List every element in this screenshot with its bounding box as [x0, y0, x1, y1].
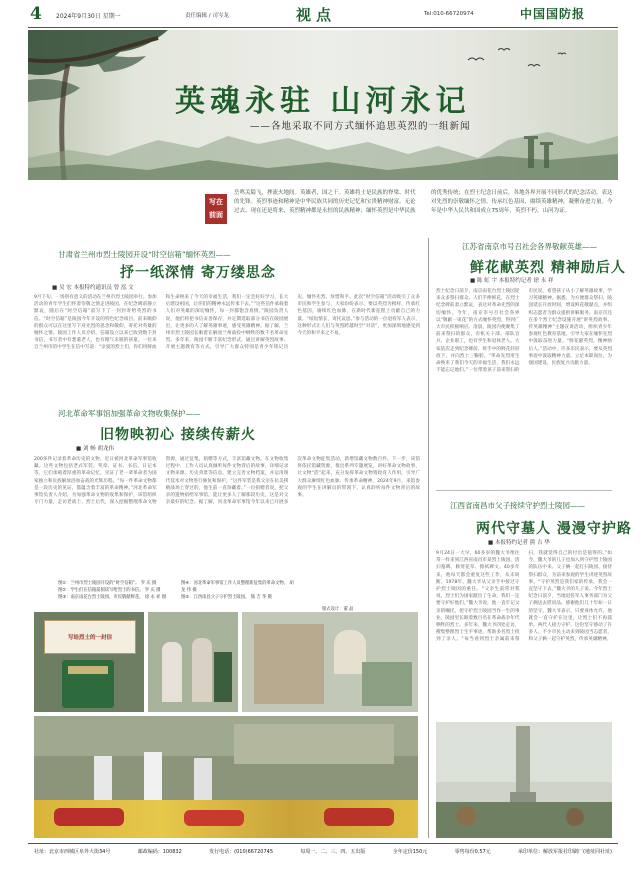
jiangsu-kicker: 江苏省南京市号召社会各界敬献英雄—— — [462, 242, 597, 251]
caption-5: 图⑤：江西南昌父子守护烈士陵园。 熊 吉 华 摄 — [181, 595, 272, 600]
editor-note-label-2: 前面 — [209, 211, 223, 219]
hebei-kicker: 河北革命军事馆加强革命文物收集保护—— — [58, 409, 201, 418]
jiangxi-body: 9月24日一大早，60多岁的魏大爷像往常一样来到江西省南昌市某烈士陵园，清扫墓碑、修剪花草、擦拭碑文。40多年来，他每天都会重复这些工作，从未间断。1978年，魏大爷从父亲手中接过守护烈士陵园的重任。“父亲生前常对我说，烈士们为国家献出了生命，我们一定要守护好他们。”魏大爷说，他一直牢记父亲的嘱托，把守护烈士陵园当作一生的事业。陵园里长眠着数百名在革命战争年代牺牲的烈士。多年来，魏大爷四处走访，搜集整理烈士生平事迹，帮助多名烈士找到了亲人。“每当看到烈士亲属前来祭扫，我就觉得自己的付出是值得的。”如今，魏大爷的儿子也加入到守护烈士陵园的队伍中来。父子俩一起打扫陵园、接待祭扫群众，为前来参观的学生讲述英烈故事。“守护英烈是我们家的传承，我会一直坚守下去。”魏大爷的儿子说。今年烈士纪念日前夕，当地退役军人事务部门为父子俩送去慰问品，感谢他们几十年如一日的坚守。魏大爷表示，只要身体允许，他就会一直守护在这里，让烈士们不再孤单。两代人接力守护，这份坚守感动了许多人。不少市民主动来到陵园当志愿者，和父子俩一起守护英烈，传承英雄精神。 — [436, 551, 612, 643]
section-tel: Tel:010-66720974 — [424, 11, 474, 17]
hebei-headline: 旧物映初心 接续传薪火 — [100, 427, 256, 443]
footer-issue-days: 每周一、二、三、四、五出版 — [300, 849, 366, 855]
jiangsu-headline: 鲜花献英烈 精神励后人 — [470, 260, 626, 276]
photo-letter-box — [34, 612, 144, 712]
hebei-body: 200多件记录着革命历史的文物，近日被河北革命军事馆收藏。这些文物包括老式军装、奖章、证书、书信、日记本等，它们承载着厚重的革命记忆，见证了老一辈革命者为国家独立和民族解放浴血奋战的光辉历程。“每一件革命文物都是一段历史的见证，都蕴含着丰富的革命精神。”河北革命军事馆负责人介绍，为加强革命文物的收集和保护，该馆组织专门力量，走访老战士、烈士后代，深入挖掘整理革命文物资源，通过征集、捐赠等方式，丰富馆藏文物。在文物收集过程中，工作人员认真倾听每件文物背后的故事，详细记录文物来源、历史背景等信息，建立完善文物档案，并运用现代技术对文物进行修复和保护。“这件军装是我父亲在抗美援朝战场上穿过的，他生前一直珍藏着。”一位捐赠者说，把父亲的遗物捐给军事馆，能让更多人了解那段历史，这是对父亲最好的纪念。据了解，河北革命军事馆今年以来已开展多次革命文物征集活动，新增馆藏文物数百件。下一步，该馆将依托馆藏资源，推出系列专题展览，讲好革命文物故事，让文物“活”起来，充分发挥革命文物资政育人作用，引导广大群众赓续红色血脉、传承革命精神。2024年9月，来馆参观的学生在讲解员的带领下，认真聆听每件文物背后的故事。 — [34, 457, 420, 506]
column-divider — [428, 238, 429, 838]
editor-note-label-1: 写在 — [209, 198, 223, 206]
jiangsu-byline: ■ 陈 虹 宇 本报特约记者 徐 永 祥 — [470, 278, 554, 284]
footer-hotline: 发行电话：(010)66720745 — [209, 849, 274, 855]
section-title: 视点 — [296, 6, 337, 24]
caption-3: 图③：南京雨花台烈士陵园，市民敬献鲜花。 徐 永 祥 摄 — [58, 595, 167, 600]
caption-1: 图①：兰州市烈士陵园开设的“时空信箱”。 罗 庆 摄 — [58, 581, 157, 586]
caption-2: 图②：学生们在信箱前阅读写给烈士的书信。 罗 庆 摄 — [58, 588, 161, 593]
gansu-byline: ■ 吴 宏 本报特约通讯员 曾 泓 文 — [52, 285, 134, 291]
layout-credit: 版式设计：董 晶 — [322, 607, 354, 612]
issue-date: 2024年9月30日 星期一 — [56, 13, 121, 20]
article-divider — [436, 490, 612, 491]
flying-birds-icon — [458, 40, 598, 80]
banner-title: 英魂永驻 山河永记 — [175, 84, 471, 119]
photo-cemetery-guardians — [436, 722, 612, 838]
banner-subtitle: ——各地采取不同方式缅怀追思英烈的一组新闻 — [250, 121, 471, 132]
photo-students-reading — [148, 612, 238, 712]
newspaper-logo: 中国国防报 — [520, 7, 586, 21]
gansu-kicker: 甘肃省兰州市烈士陵园开设“时空信箱”缅怀英烈—— — [58, 250, 231, 259]
page-number: 4 — [30, 4, 42, 24]
footer-postcode: 邮政编码：100832 — [137, 849, 182, 855]
editor-note-tag — [205, 194, 227, 224]
editor-note-text: 岳鸣关隘飞，挫流火地间。英雄者，国之干。英雄将士是民族的脊梁、时代的先锋。英烈事迹和精神是中华民族共同的历史记忆和宝贵精神财富。无论过去、现在还是将来，英烈精神都是永恒的民族精神；缅怀英烈是中华民族的优秀传统；在烈士纪念日前后，各地各界开展不同形式的纪念活动，表达对先烈的崇敬缅怀之情。传承红色基因，赓续英雄精神，凝聚奋进力量。今年是中华人民共和国成立75周年，英烈不朽，山河为证。 — [234, 190, 613, 214]
caption-4: 图④：河北革命军事馆工作人员整理新征集的革命文物。 胡 龙 伟 摄 — [181, 581, 294, 593]
gansu-headline: 抒一纸深情 寄万缕思念 — [120, 265, 276, 281]
photo-captions — [58, 580, 418, 610]
page-footer — [28, 843, 618, 857]
footer-printer: 承印单位：解放军报社印刷厂(地址同社址) — [518, 849, 612, 855]
photo-sign: 写给烈士的一封信 — [44, 620, 136, 654]
gansu-body: 9月下旬，一场别有意义的活动在兰州市烈士陵园举行。参加活动的青年学生们怀着崇敬之情走进陵园，在纪念碑前静立默哀，随后在“时空信箱”前写下了一封封寄给英烈的书信。“时空信箱”是陵园今年开设的特色纪念项目，前来瞻仰的群众可以在这里写下对先烈的思念和敬仰，寄托对英雄的缅怀之情。陵园工作人员介绍，信箱设立以来已收到数千封书信，书写者中有耄耋老人，也有稚气未脱的孩童。一位来自兰州市的中学生在信中写道：“亲爱的烈士们，你们用鲜血和生命换来了今天的幸福生活，我们一定会好好学习，长大后建设祖国，让你们的精神永远传承下去。”“这些信件承载着人们对英雄的深切缅怀，每一封都饱含真情。”陵园负责人说，他们将把书信妥善保存，并定期选取部分书信在陵园展出，让更多的人了解英雄事迹，感受英雄精神。据了解，兰州市烈士陵园长眠着在解放兰州战役中牺牲的数千名革命先烈。多年来，陵园不断丰富纪念形式，通过讲解英烈故事、开展主题教育等方式，引导广大群众特别是青少年铭记历史、缅怀先烈、珍惜和平。此次“时空信箱”活动吸引了众多市民和学生参与，大家纷纷表示，要以英烈为榜样，传承红色基因，赓续红色血脉，在新时代新征程上贡献自己的力量。“纸短情长，寄托哀思。”参与活动的一位退役军人表示，这种形式让人们与英烈跨越时空“对话”，更加深刻地感受到今天的和平来之不易。 — [34, 295, 420, 351]
photo-flowers-tribute — [34, 716, 418, 838]
photo-cultural-relics — [242, 612, 418, 712]
jiangxi-kicker: 江西省南昌市父子接续守护烈士陵园—— — [450, 501, 585, 510]
jiangxi-headline: 两代守墓人 漫漫守护路 — [476, 521, 632, 537]
footer-retail-price: 零售每份0.57元 — [454, 849, 491, 855]
responsible-editor: 责任编辑 / 司岑龙 — [185, 13, 229, 19]
hebei-byline: ■ 刘 畅 胡龙伟 — [76, 446, 114, 452]
jiangsu-body: 烈士纪念日前夕，南京雨花台烈士陵园迎来众多祭扫群众。人们手捧鲜花，在烈士纪念碑前肃立默哀，表达对革命先烈的深切缅怀。今年，南京市号召社会各界以“敬献一束花”的方式缅怀英烈，得到广大市民积极响应。清晨，陵园内便聚集了前来祭扫的群众，有机关干部、部队官兵、企业职工，也有学生和退休老人。大家依次走到纪念碑前，将手中的鲜花轻轻放下，并向烈士三鞠躬。“革命先烈用生命换来了我们今天的幸福生活，我们永远不能忘记他们。”一位带着孩子前来祭扫的市民说，希望孩子从小了解英雄故事，学习英雄精神。据悉，为方便群众祭扫，陵园延长开放时间，增设鲜花敬献点，并组织志愿者为群众提供讲解服务。南京市还在多个烈士纪念设施开展“讲英烈故事、传英雄精神”主题宣讲活动，组织青少年参观红色教育基地，引导大家在缅怀先烈中汲取奋进力量。“鲜花献英烈，精神励后人。”活动中，许多市民表示，要从英烈事迹中汲取精神力量，立足本职岗位，为强国建设、民族复兴贡献力量。 — [436, 289, 612, 374]
footer-address: 社址：北京市西城区阜外大街34号 — [34, 849, 111, 855]
footer-annual-price: 全年定价150元 — [392, 849, 428, 855]
jiangxi-byline: ■ 本报特约记者 熊 吉 华 — [488, 540, 550, 546]
